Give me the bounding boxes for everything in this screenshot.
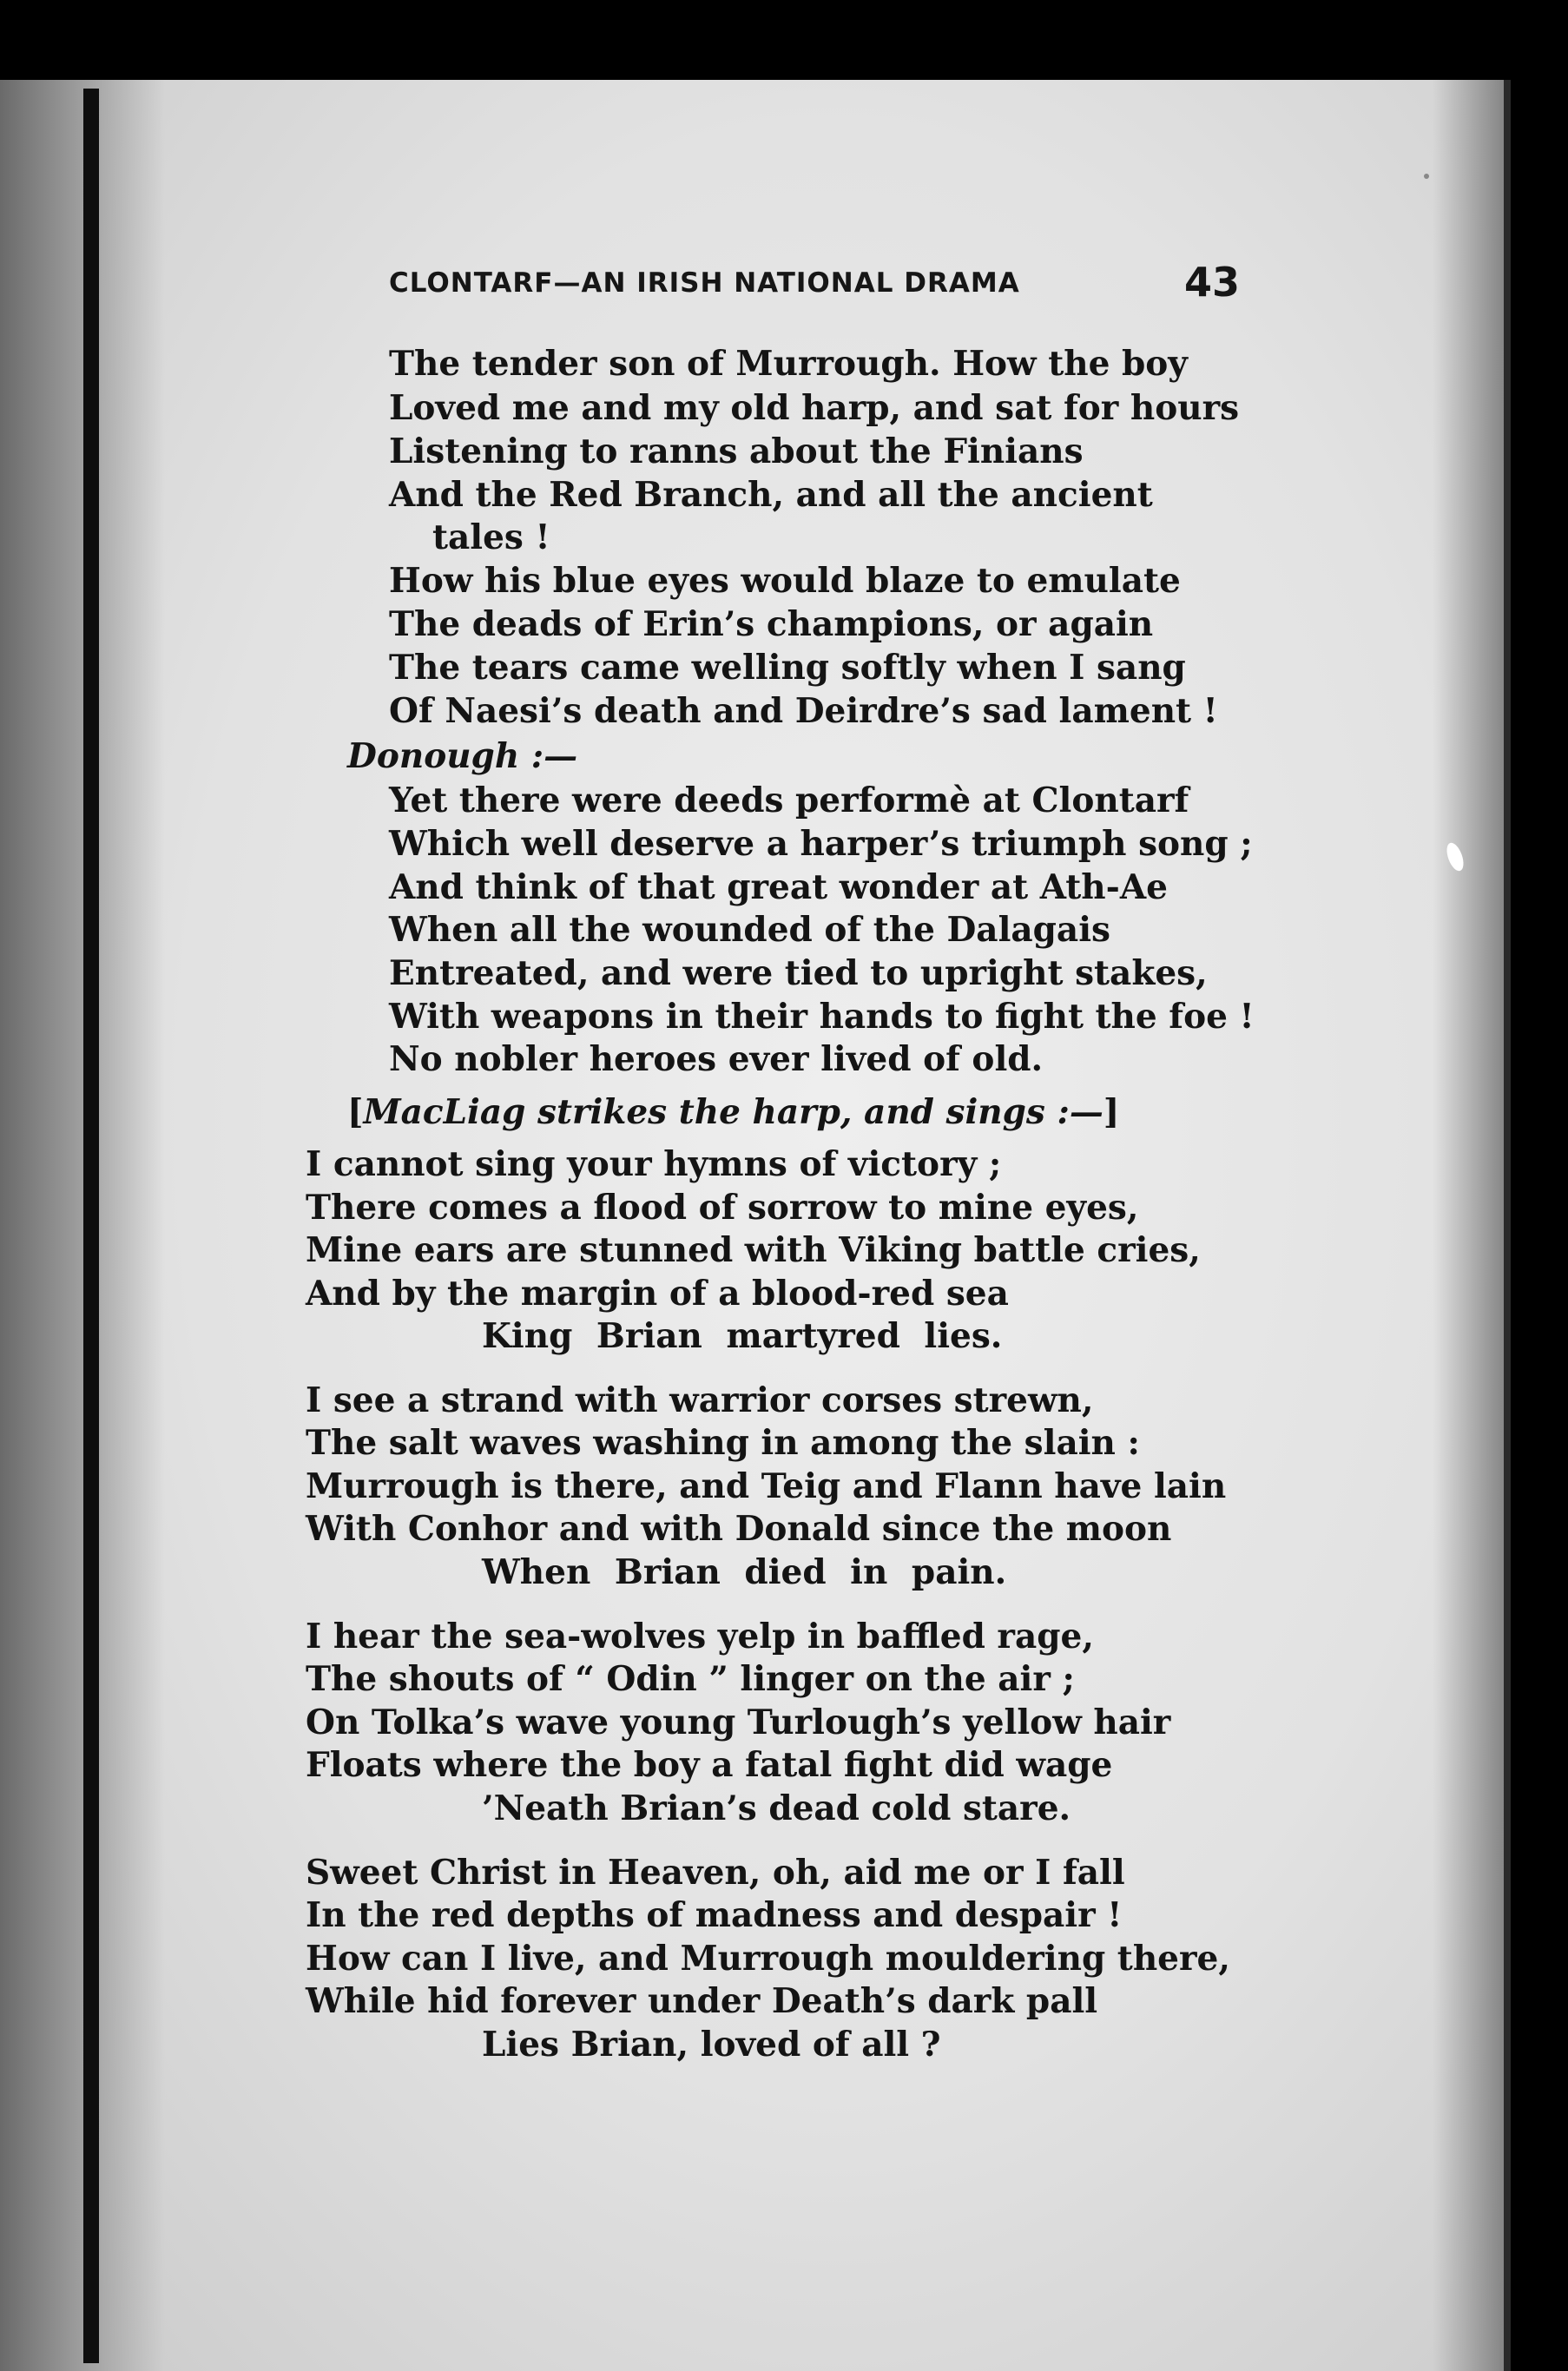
song-line: I cannot sing your hymns of victory ; <box>306 1144 1002 1184</box>
stage-direction-text: MacLiag strikes the harp, and sings :— <box>363 1092 1104 1132</box>
verse-line: The deads of Erin’s champions, or again <box>389 604 1154 644</box>
scan-speck <box>1424 174 1429 179</box>
song-line: Floats where the boy a fatal fight did wage <box>306 1745 1113 1785</box>
song-refrain-line: Lies Brian, loved of all ? <box>482 2025 941 2065</box>
song-refrain-line: King Brian martyred lies. <box>482 1316 1003 1356</box>
song-line: While hid forever under Death’s dark pall <box>306 1981 1098 2021</box>
verse-line: And the Red Branch, and all the ancient <box>389 475 1153 515</box>
verse-line: tales ! <box>432 517 550 557</box>
song-line: The shouts of “ Odin ” linger on the air ; <box>306 1659 1075 1699</box>
song-line: The salt waves washing in among the slain : <box>306 1423 1140 1463</box>
song-line: How can I live, and Murrough mouldering there, <box>306 1939 1230 1979</box>
song-line: Mine ears are stunned with Viking battle cries, <box>306 1230 1201 1270</box>
verse-line: Loved me and my old harp, and sat for hours <box>389 388 1240 428</box>
stage-direction <box>347 1092 1120 1132</box>
song-refrain-line: When Brian died in pain. <box>482 1552 1007 1592</box>
page-header <box>389 259 1240 311</box>
verse-line: How his blue eyes would blaze to emulate <box>389 561 1181 601</box>
page-number: 43 <box>1183 259 1240 306</box>
song-line: And by the margin of a blood-red sea <box>306 1274 1009 1314</box>
running-title: CLONTARF—AN IRISH NATIONAL DRAMA <box>389 267 1020 299</box>
page-gutter-shadow <box>83 89 99 2363</box>
verse-line: Listening to ranns about the Finians <box>389 431 1084 471</box>
stage-direction-open-bracket: [ <box>347 1092 364 1132</box>
verse-line: Yet there were deeds performè at Clontarf <box>389 780 1189 820</box>
song-line: Murrough is there, and Teig and Flann have lain <box>306 1466 1227 1506</box>
song-line: Sweet Christ in Heaven, oh, aid me or I fall <box>306 1853 1125 1893</box>
scan-right-border <box>1511 80 1568 2371</box>
verse-line: Which well deserve a harper’s triumph song ; <box>389 824 1253 864</box>
song-line: On Tolka’s wave young Turlough’s yellow hair <box>306 1703 1171 1742</box>
speaker-name: Donough :— <box>347 736 578 776</box>
song-refrain-line: ’Neath Brian’s dead cold stare. <box>482 1788 1071 1828</box>
scan-top-border <box>0 0 1568 80</box>
verse-line: With weapons in their hands to fight the foe ! <box>389 997 1255 1037</box>
verse-line: The tears came welling softly when I sang <box>389 648 1186 688</box>
song-line: There comes a flood of sorrow to mine eyes, <box>306 1188 1139 1228</box>
verse-line: No nobler heroes ever lived of old. <box>389 1039 1044 1079</box>
verse-line: The tender son of Murrough. How the boy <box>389 344 1188 384</box>
song-line: I see a strand with warrior corses strewn, <box>306 1380 1094 1420</box>
verse-line: And think of that great wonder at Ath-Ae <box>389 867 1168 907</box>
verse-line: Entreated, and were tied to upright stakes, <box>389 953 1208 993</box>
stage-direction-close-bracket: ] <box>1103 1092 1120 1132</box>
verse-line: Of Naesi’s death and Deirdre’s sad lament ! <box>389 691 1218 731</box>
song-line: In the red depths of madness and despair ! <box>306 1895 1123 1935</box>
song-line: I hear the sea-wolves yelp in baffled rage, <box>306 1617 1094 1656</box>
verse-line: When all the wounded of the Dalagais <box>389 910 1110 950</box>
song-line: With Conhor and with Donald since the moon <box>306 1509 1172 1549</box>
